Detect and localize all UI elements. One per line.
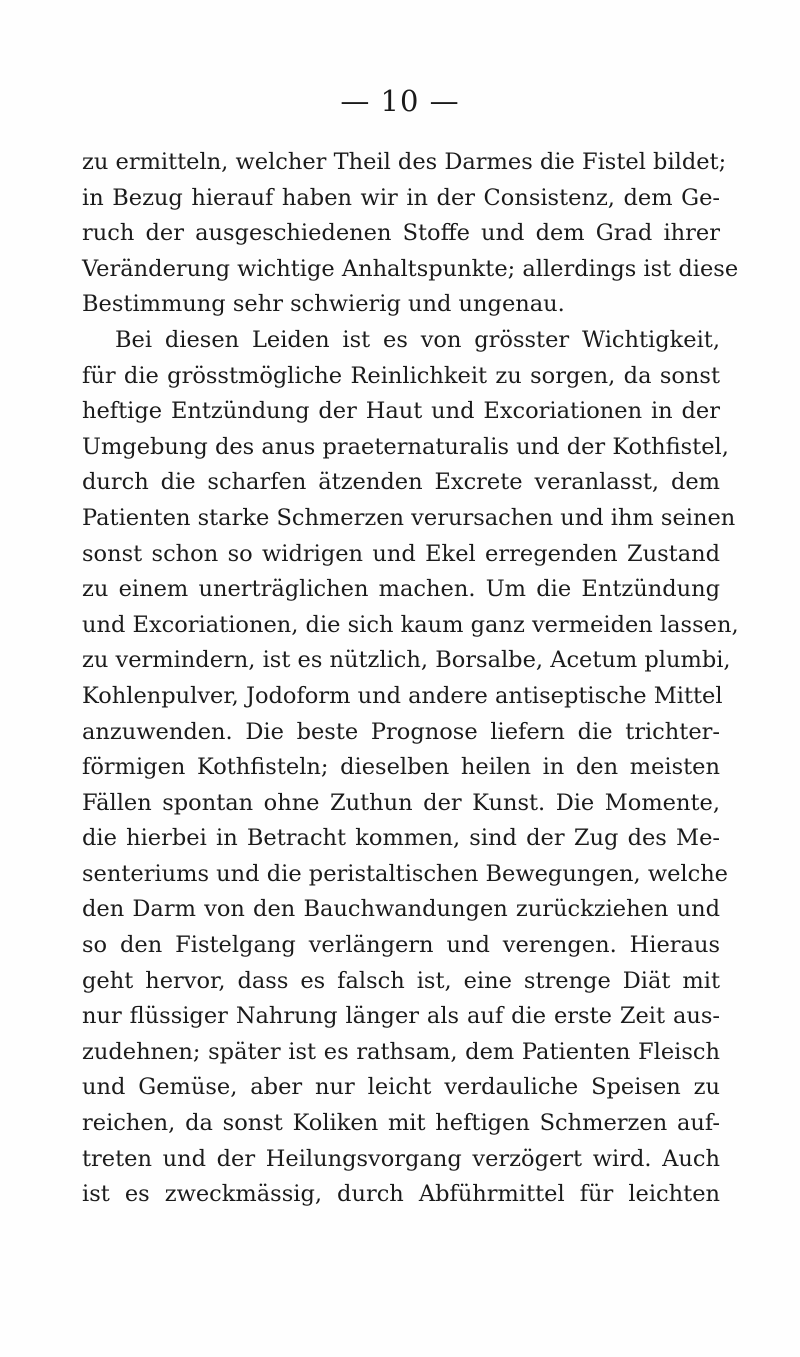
text-line: und Gemüse, aber nur leicht verdauliche Speisen zu (82, 1074, 720, 1101)
text-line: senteriums und die peristaltischen Bewegungen, welche (82, 860, 728, 887)
text-line: sonst schon so widrigen und Ekel erregenden Zustand (82, 540, 720, 567)
text-line: nur flüssiger Nahrung länger als auf die erste Zeit aus- (82, 1003, 720, 1030)
text-line: anzuwenden. Die beste Prognose liefern die trichter- (82, 718, 720, 745)
text-line: zu vermindern, ist es nützlich, Borsalbe, Acetum plumbi, (82, 647, 731, 674)
text-line: Bestimmung sehr schwierig und ungenau. (82, 291, 565, 318)
text-line: so den Fistelgang verlängern und verengen. Hieraus (82, 932, 720, 959)
text-line: und Excoriationen, die sich kaum ganz vermeiden lassen, (82, 611, 739, 638)
text-line: für die grösstmögliche Reinlichkeit zu sorgen, da sonst (82, 362, 720, 389)
page-number: — 10 — (340, 84, 460, 118)
text-line: in Bezug hierauf haben wir in der Consistenz, dem Ge- (82, 184, 720, 211)
paragraph-first-line: Bei diesen Leiden ist es von grösster Wichtigkeit, (115, 326, 720, 353)
text-line: reichen, da sonst Koliken mit heftigen Schmerzen auf- (82, 1110, 720, 1137)
text-line: zu einem unerträglichen machen. Um die Entzündung (82, 576, 720, 603)
text-line: den Darm von den Bauchwandungen zurückziehen und (82, 896, 720, 923)
text-line: Veränderung wichtige Anhaltspunkte; allerdings ist diese (82, 255, 739, 282)
text-line: die hierbei in Betracht kommen, sind der Zug des Me- (82, 825, 720, 852)
text-line: förmigen Kothfisteln; dieselben heilen in den meisten (82, 754, 720, 781)
text-line: zu ermitteln, welcher Theil des Darmes die Fistel bildet; (82, 149, 727, 175)
text-line: ist es zweckmässig, durch Abführmittel für leichten (82, 1181, 720, 1208)
text-line: Kohlenpulver, Jodoform und andere antiseptische Mittel (82, 682, 723, 709)
body-text (82, 145, 739, 1213)
text-line: heftige Entzündung der Haut und Excoriationen in der (82, 398, 720, 425)
text-line: Fällen spontan ohne Zuthun der Kunst. Die Momente, (82, 789, 720, 816)
text-line: Umgebung des anus praeternaturalis und der Kothfistel, (82, 433, 729, 460)
text-line: treten und der Heilungsvorgang verzögert wird. Auch (82, 1145, 720, 1172)
text-line: ruch der ausgeschiedenen Stoffe und dem Grad ihrer (82, 220, 720, 247)
text-line: Patienten starke Schmerzen verursachen und ihm seinen (82, 504, 736, 531)
text-line: zudehnen; später ist es rathsam, dem Patienten Fleisch (82, 1038, 720, 1065)
text-line: geht hervor, dass es falsch ist, eine strenge Diät mit (82, 967, 720, 994)
text-line: durch die scharfen ätzenden Excrete veranlasst, dem (82, 469, 720, 496)
